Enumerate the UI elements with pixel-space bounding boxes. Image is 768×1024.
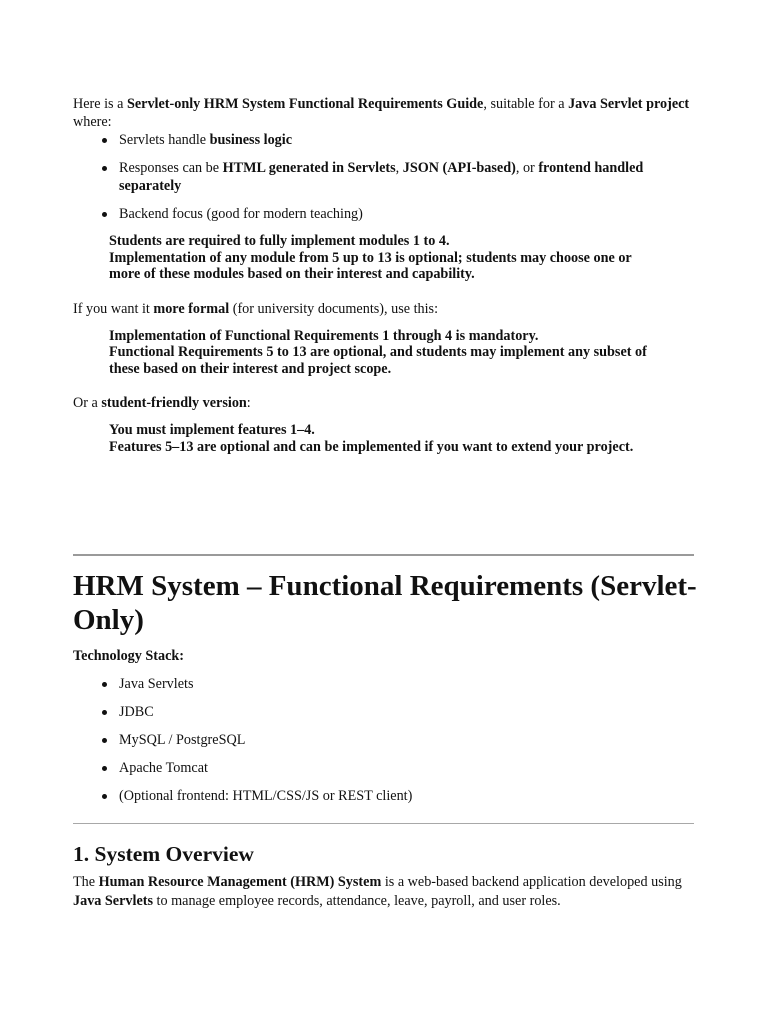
list-item [73,703,703,721]
intro-bullet-list [73,131,703,223]
stack-label-text: Technology Stack: [73,648,185,664]
overview-paragraph [73,873,703,912]
intro-text: where: [73,114,112,130]
stack-item: JDBC [119,704,154,720]
bullet-bold: HTML generated in Servlets [222,160,396,176]
bullet-text: Servlets handle [119,132,210,148]
formal-paragraph [73,300,703,318]
quote-line: Implementation of Functional Requirements 1 through 4 is mandatory. [109,327,539,344]
bullet-text: , or [515,160,539,176]
requirement-quote-2 [109,328,654,378]
bullet-text: Backend focus (good for modern teaching) [119,206,363,222]
list-item [73,205,703,223]
stack-item: Java Servlets [119,676,194,692]
formal-text: If you want it [73,300,154,317]
list-item [73,159,703,195]
section-divider [73,823,694,824]
bullet-text: Responses can be [119,160,223,176]
intro-text: , suitable for a [483,96,569,112]
bullet-bold: business logic [209,132,293,148]
list-item [73,731,703,749]
page-title: HRM System – Functional Requirements (Servlet-Only) [73,570,697,636]
bullet-bold: frontend handled separately [119,160,644,194]
bullet-text: , [395,160,403,176]
list-item [73,787,703,805]
requirement-quote-3 [109,422,654,455]
bullet-bold: JSON (API-based) [402,160,516,176]
friendly-bold: student-friendly version [101,395,247,411]
overview-heading: 1. System Overview [73,842,254,866]
intro-bold-guide: Servlet-only HRM System Functional Requirements Guide [126,96,484,112]
overview-text: The [73,874,99,890]
quote-line: Implementation of any module from 5 up to 13 is optional; students may choose one or more of these modules based on their interest and capability. [109,249,632,282]
quote-line: You must implement features 1–4. [109,422,315,438]
stack-item: (Optional frontend: HTML/CSS/JS or REST client) [119,788,413,804]
quote-line: Students are required to fully implement modules 1 to 4. [109,233,450,249]
list-item [73,131,703,149]
friendly-text: : [246,395,251,411]
intro-paragraph [73,95,703,131]
requirement-quote-1 [109,233,654,283]
intro-section [73,95,703,455]
quote-line: Functional Requirements 5 to 13 are optional, and students may implement any subset of these based on their interest and project scope. [109,344,647,377]
overview-bold: Human Resource Management (HRM) System [98,874,382,890]
intro-bold-project: Java Servlet project [568,96,690,112]
intro-text: Here is a [73,96,127,112]
stack-item: MySQL / PostgreSQL [119,732,246,748]
friendly-text: Or a [73,395,102,411]
technology-stack [73,647,703,805]
list-item [73,675,703,693]
overview-text: is a web-based backend application developed using [381,874,682,890]
overview-text: to manage employee records, attendance, leave, payroll, and user roles. [153,893,561,910]
stack-label [73,647,703,665]
quote-line: Features 5–13 are optional and can be implemented if you want to extend your project. [109,438,634,455]
stack-item: Apache Tomcat [119,760,208,776]
formal-text: (for university documents), use this: [229,300,439,317]
stack-list [73,675,703,805]
overview-bold: Java Servlets [73,893,153,910]
formal-bold: more formal [153,300,230,317]
section-divider [73,554,694,556]
friendly-paragraph [73,394,703,412]
list-item [73,759,703,777]
